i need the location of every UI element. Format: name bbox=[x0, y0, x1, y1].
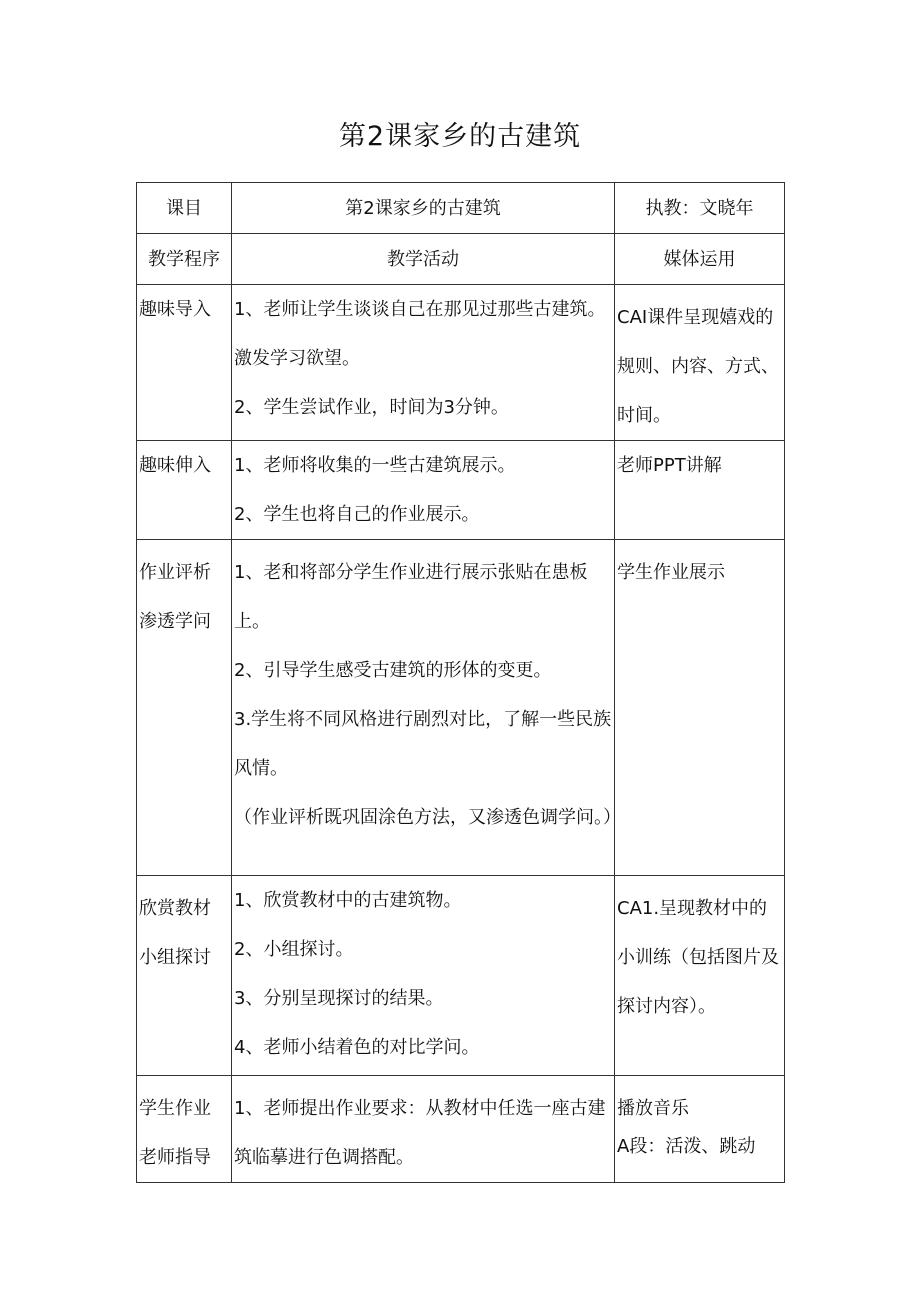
activity-item: 1、老师将收集的一些古建筑展示。 bbox=[234, 455, 516, 476]
activity-header: 教学活动 bbox=[232, 234, 615, 285]
subject-label-cell: 课目 bbox=[137, 183, 232, 234]
media-text: CAI课件呈现嬉戏的规则、内容、方式、时间。 bbox=[617, 307, 779, 426]
procedure-text: 趣味导入 bbox=[139, 299, 211, 320]
activity-item: 1、老和将部分学生作业进行展示张贴在患板上。 bbox=[234, 562, 588, 632]
media-text: CA1.呈现教材中的小训练（包括图片及探讨内容）。 bbox=[617, 898, 779, 1017]
table-row bbox=[137, 540, 785, 876]
media-text: 学生作业展示 bbox=[617, 562, 725, 583]
document-title: 第2课家乡的古建筑 bbox=[338, 121, 582, 152]
procedure-cell bbox=[137, 441, 232, 540]
activity-item: 2、小组探讨。 bbox=[234, 939, 354, 960]
media-cell bbox=[615, 285, 785, 441]
activity-item: 1、老师让学生谈谈自己在那见过那些古建筑。激发学习欲望。 bbox=[234, 299, 606, 369]
activity-item: 1、老师提出作业要求：从教材中任选一座古建筑临摹进行色调搭配。 bbox=[234, 1098, 606, 1168]
activity-cell bbox=[232, 1076, 615, 1183]
procedure-cell bbox=[137, 285, 232, 441]
activity-item: （作业评析既巩固涂色方法，又渗透色调学问。） bbox=[234, 807, 621, 828]
media-header: 媒体运用 bbox=[615, 234, 785, 285]
activity-cell bbox=[232, 441, 615, 540]
activity-item: 2、学生也将自己的作业展示。 bbox=[234, 504, 480, 525]
procedure-text: 趣味伸入 bbox=[139, 455, 211, 476]
table-row bbox=[137, 876, 785, 1076]
procedure-text: 学生作业 bbox=[139, 1098, 211, 1119]
procedure-cell bbox=[137, 876, 232, 1076]
media-cell bbox=[615, 1076, 785, 1183]
header-row-columns bbox=[137, 234, 785, 285]
procedure-text: 渗透学问 bbox=[139, 611, 211, 632]
teacher-cell: 执教：文晓年 bbox=[615, 183, 785, 234]
activity-cell bbox=[232, 540, 621, 876]
procedure-text: 作业评析 bbox=[139, 562, 211, 583]
activity-item: 2、引导学生感受古建筑的形体的变更。 bbox=[234, 660, 552, 681]
media-text: 老师PPT讲解 bbox=[617, 455, 722, 476]
activity-item: 3、分别呈现探讨的结果。 bbox=[234, 988, 444, 1009]
media-text: A段：活泼、跳动 bbox=[617, 1136, 756, 1157]
procedure-header: 教学程序 bbox=[137, 234, 232, 285]
lesson-plan-table bbox=[136, 182, 785, 1183]
media-cell bbox=[615, 540, 785, 876]
table-row bbox=[137, 1076, 785, 1183]
header-row-subject bbox=[137, 183, 785, 234]
table-row bbox=[137, 441, 785, 540]
activity-item: 2、学生尝试作业，时间为3分钟。 bbox=[234, 397, 509, 418]
procedure-cell bbox=[137, 540, 232, 876]
media-text: 播放音乐 bbox=[617, 1098, 689, 1119]
media-cell bbox=[615, 876, 785, 1076]
table-row bbox=[137, 285, 785, 441]
activity-item: 4、老师小结着色的对比学问。 bbox=[234, 1037, 480, 1058]
activity-cell bbox=[232, 285, 615, 441]
activity-cell bbox=[232, 876, 615, 1076]
subject-value-cell: 第2课家乡的古建筑 bbox=[232, 183, 615, 234]
activity-item: 1、欣赏教材中的古建筑物。 bbox=[234, 890, 462, 911]
procedure-text: 欣赏教材 bbox=[139, 898, 211, 919]
activity-item: 3.学生将不同风格进行剧烈对比，了解一些民族风情。 bbox=[234, 709, 612, 779]
procedure-text: 小组探讨 bbox=[139, 947, 211, 968]
media-cell bbox=[615, 441, 785, 540]
procedure-text: 老师指导 bbox=[139, 1147, 211, 1168]
procedure-cell bbox=[137, 1076, 232, 1183]
